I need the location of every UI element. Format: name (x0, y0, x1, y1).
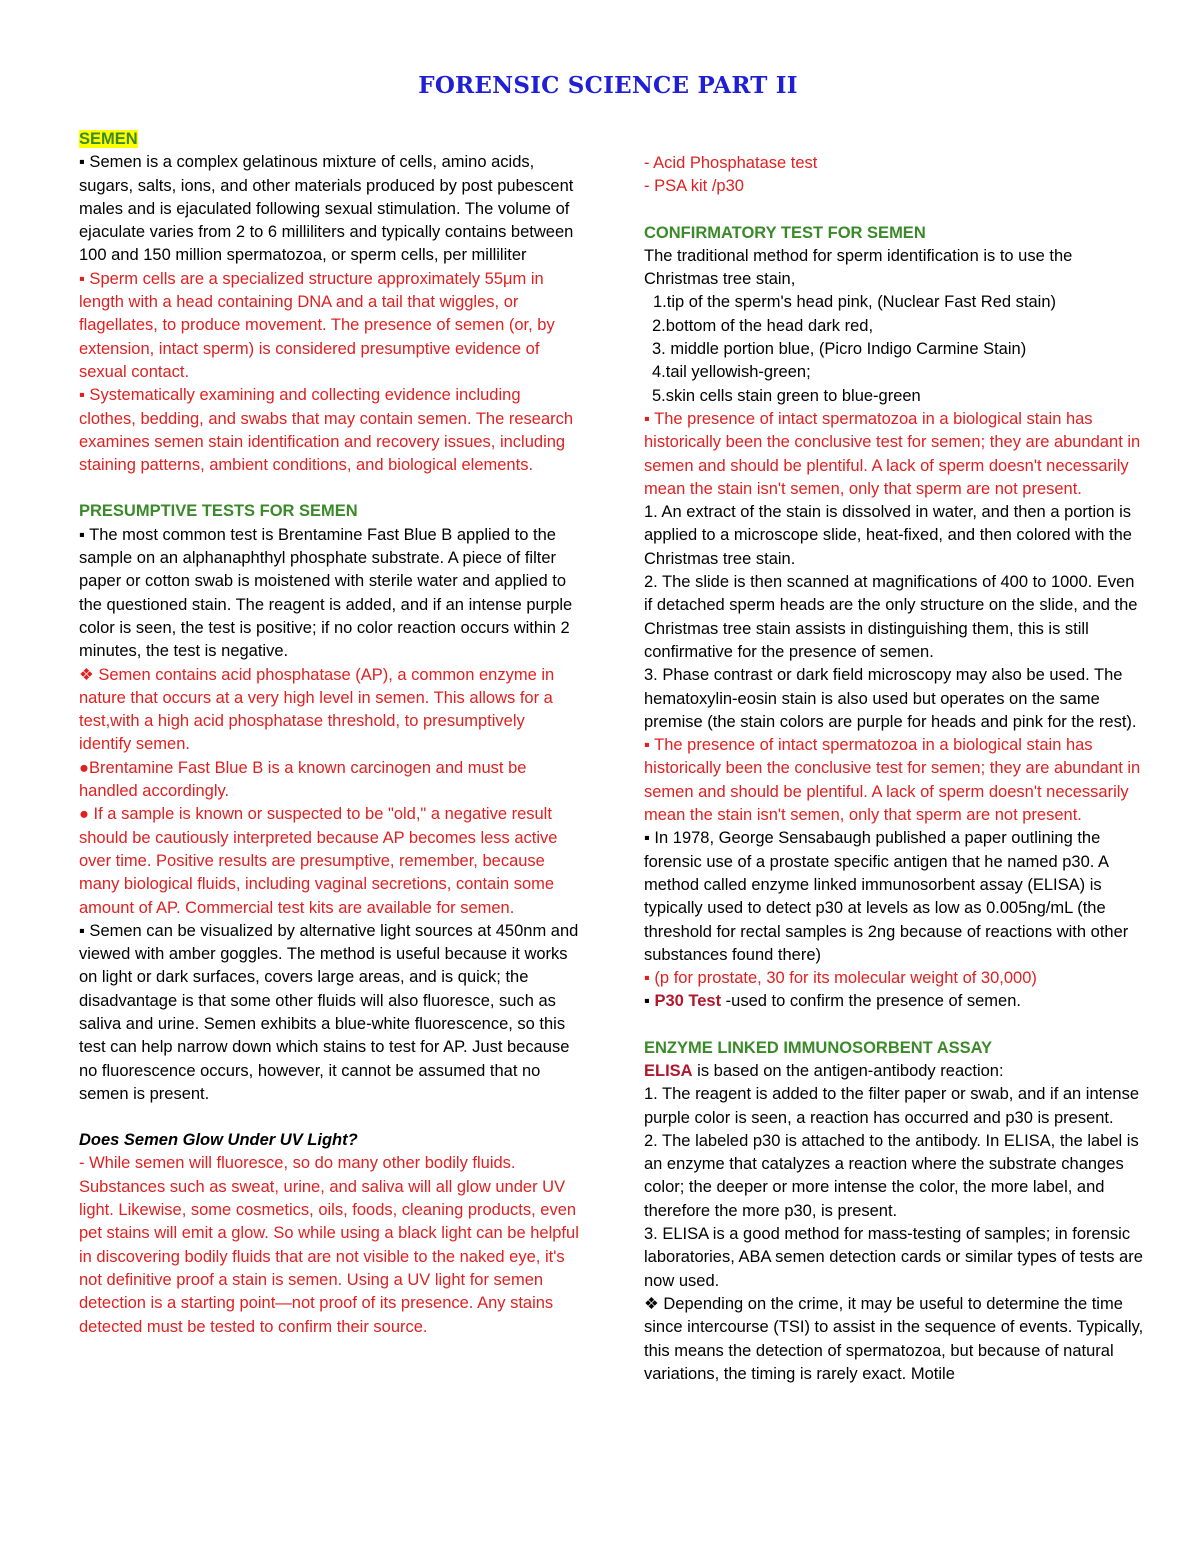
psa-kit-item: - PSA kit /p30 (644, 177, 744, 196)
elisa-heading: ENZYME LINKED IMMUNOSORBENT ASSAY (644, 1038, 993, 1057)
stain-step: 5.skin cells stain green to blue-green (652, 386, 921, 405)
elisa-intro: ELISA is based on the antigen-antibody reaction: (644, 1061, 1004, 1080)
page-title: FORENSIC SCIENCE PART II (418, 72, 798, 99)
right-column (644, 152, 1144, 1386)
tsi-paragraph: ❖ Depending on the crime, it may be useful to determine the time since intercourse (TSI) to assist in the sequence of events. Typically, this means the detection of spermatozoa, but because of natural variations, the timing is rarely exact. Motile (644, 1294, 1144, 1383)
sperm-cells-paragraph: ▪ Sperm cells are a specialized structure approximately 55μm in length with a head containing DNA and a tail that wiggles, or flagellates, to produce movement. The presence of semen (or, by extension, intact sperm) is considered presumptive evidence of sexual contact. (79, 269, 555, 381)
intact-spermatozoa-paragraph: ▪ The presence of intact spermatozoa in a biological stain has historically been the conclusive test for semen; they are abundant in semen and should be plentiful. A lack of sperm doesn't necessarily mean the stain isn't semen, only that sperm are not present. (644, 409, 1141, 498)
christmas-tree-intro: The traditional method for sperm identification is to use the Christmas tree stain, (644, 246, 1073, 289)
stain-step: 2.bottom of the head dark red, (652, 316, 874, 335)
p30-test-line: ▪ P30 Test -used to confirm the presence of semen. (644, 992, 1021, 1011)
uv-light-paragraph: - While semen will fluoresce, so do many other bodily fluids. Substances such as sweat, urine, and saliva will all glow under UV light. Likewise, some cosmetics, oils, foods, cleaning products, even pet stains will emit a glow. So while using a black light can be helpful in discovering bodily fluids that are not visible to the naked eye, it's not definitive proof a stain is semen. Using a UV light for semen detection is a starting point—not proof of its presence. Any stains detected must be tested to confirm their source. (79, 1154, 579, 1336)
stain-step: 4.tail yellowish-green; (652, 363, 811, 382)
semen-definition: ▪ Semen is a complex gelatinous mixture of cells, amino acids, sugars, salts, ions, and other materials produced by post pubescent males and is ejaculated following sexual stimulation. The volume of ejaculate varies from 2 to 6 milliliters and typically contains between 100 and 150 million spermatozoa, or sperm cells, per milliliter (79, 153, 574, 265)
carcinogen-note: ●Brentamine Fast Blue B is a known carcinogen and must be handled accordingly. (79, 758, 527, 801)
confirmatory-test-heading: CONFIRMATORY TEST FOR SEMEN (644, 223, 926, 242)
alternative-light-paragraph: ▪ Semen can be visualized by alternative light sources at 450nm and viewed with amber goggles. The method is useful because it works on light or dark surfaces, covers large areas, and is quick; the disadvantage is that some other fluids will also fluoresce, such as saliva and urine. Semen exhibits a blue-white fluorescence, so this test can help narrow down which stains to test for AP. Just because no fluorescence occurs, however, it cannot be assumed that no semen is present. (79, 921, 579, 1103)
elisa-step: 3. ELISA is a good method for mass-testing of samples; in forensic laboratories, ABA semen detection cards or similar types of tests are now used. (644, 1225, 1143, 1290)
elisa-step: 1. The reagent is added to the filter paper or swab, and if an intense purple color is seen, a reaction has occurred and p30 is present. (644, 1085, 1140, 1127)
microscopy-step: 3. Phase contrast or dark field microscopy may also be used. The hematoxylin-eosin stain is also used but operates on the same premise (the stain colors are purple for heads and pink for the rest). (644, 666, 1137, 731)
old-sample-note: ● If a sample is known or suspected to be "old," a negative result should be cautiously interpreted because AP becomes less active over time. Positive results are presumptive, remember, because many biological fluids, including vaginal secretions, contain some amount of AP. Commercial test kits are available for semen. (79, 805, 558, 917)
brentamine-test-paragraph: ▪ The most common test is Brentamine Fast Blue B applied to the sample on an alphanaphthyl phosphate substrate. A piece of filter paper or cotton swab is moistened with sterile water and applied to the questioned stain. The reagent is added, and if an intense purple color is seen, the test is positive; if no color reaction occurs within 2 minutes, the test is negative. (79, 525, 573, 661)
extract-step: 1. An extract of the stain is dissolved in water, and then a portion is applied to a microscope slide, heat-fixed, and then colored with the Christmas tree stain. (644, 503, 1132, 568)
stain-step: 1.tip of the sperm's head pink, (Nuclear Fast Red stain) (653, 293, 1057, 312)
evidence-collection-paragraph: ▪ Systematically examining and collecting evidence including clothes, bedding, and swabs that may contain semen. The research examines semen stain identification and recovery issues, including staining patterns, ambient conditions, and biological elements. (79, 386, 574, 475)
semen-heading: SEMEN (79, 130, 138, 148)
stain-step: 3. middle portion blue, (Picro Indigo Carmine Stain) (652, 340, 1027, 359)
p30-meaning: ▪ (p for prostate, 30 for its molecular weight of 30,000) (644, 969, 1037, 988)
elisa-step: 2. The labeled p30 is attached to the antibody. In ELISA, the label is an enzyme that catalyzes a reaction where the substrate changes color; the deeper or more intense the color, the more label, and therefore the more p30, is present. (644, 1131, 1139, 1220)
left-column (79, 128, 579, 1339)
slide-scan-step: 2. The slide is then scanned at magnifications of 400 to 1000. Even if detached sperm heads are the only structure on the slide, and the Christmas tree stain assists in distinguishing them, this is still confirmative for the presence of semen. (644, 573, 1138, 661)
sensabaugh-paragraph: ▪ In 1978, George Sensabaugh published a paper outlining the forensic use of a prostate specific antigen that he named p30. A method called enzyme linked immunosorbent assay (ELISA) is typically used to detect p30 at levels as low as 0.005ng/mL (the threshold for rectal samples is 2ng because of reactions with other substances found there) (644, 829, 1129, 964)
acid-phosphatase-paragraph: ❖ Semen contains acid phosphatase (AP), a common enzyme in nature that occurs at a very high level in semen. This allows for a test,with a high acid phosphatase threshold, to presumptively identify semen. (79, 665, 555, 754)
acid-phosphatase-test-item: - Acid Phosphatase test (644, 154, 818, 172)
intact-spermatozoa-paragraph-repeat: ▪ The presence of intact spermatozoa in a biological stain has historically been the conclusive test for semen; they are abundant in semen and should be plentiful. A lack of sperm doesn't necessarily mean the stain isn't semen, only that sperm are not present. (644, 736, 1141, 825)
uv-light-heading: Does Semen Glow Under UV Light? (79, 1131, 358, 1150)
presumptive-tests-heading: PRESUMPTIVE TESTS FOR SEMEN (79, 502, 358, 521)
